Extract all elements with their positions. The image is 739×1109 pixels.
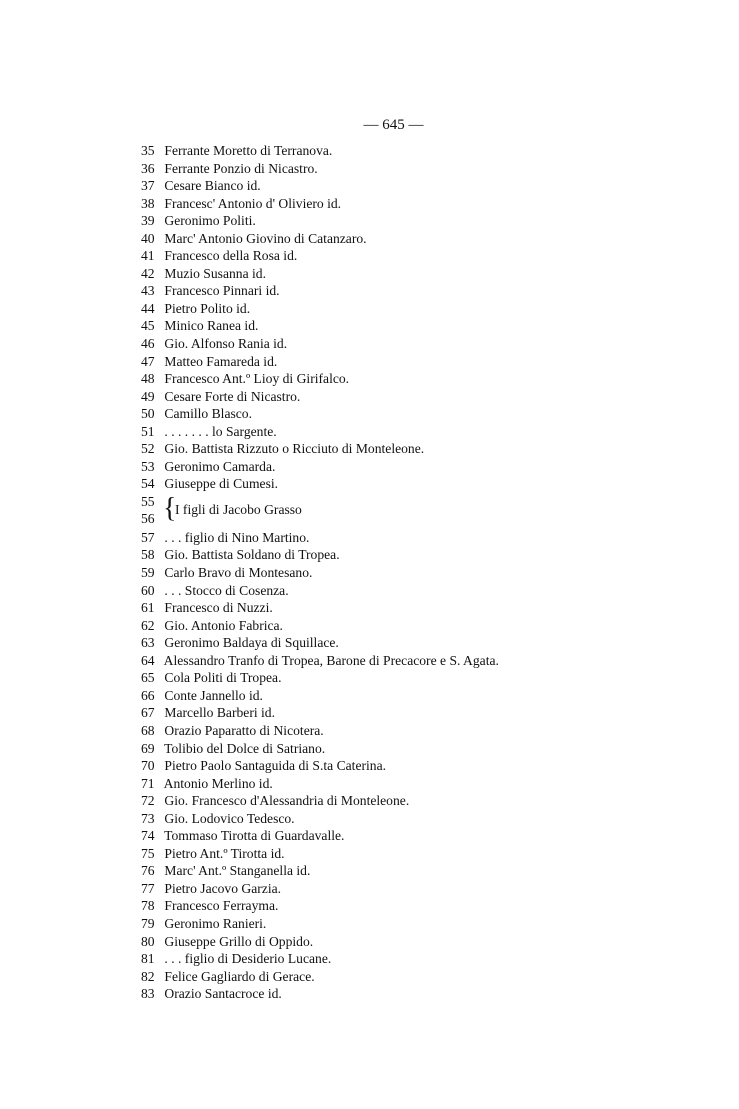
list-item [141, 440, 719, 458]
list-item [141, 265, 719, 283]
list-item [141, 933, 719, 951]
list-item [141, 704, 719, 722]
entry-number: 59 [141, 565, 155, 581]
list-section-b [141, 529, 719, 1003]
list-item [141, 845, 719, 863]
list-item [141, 300, 719, 318]
entry-number: 77 [141, 880, 155, 896]
list-item [141, 792, 719, 810]
entry-number: 68 [141, 722, 155, 738]
brace-entry [141, 494, 719, 529]
entry-number: 81 [141, 951, 155, 967]
page-number: — 645 — [363, 117, 424, 133]
entry-number: 49 [141, 388, 155, 404]
entry-text: . . . . . . . lo Sargente. [164, 423, 277, 439]
entry-number: 51 [141, 423, 155, 439]
brace-glyph: { [163, 492, 177, 524]
entry-text: Gio. Battista Soldano di Tropea. [164, 547, 340, 563]
entry-text: Francesco di Nuzzi. [164, 600, 273, 616]
entry-number: 61 [141, 600, 155, 616]
entry-number: 70 [141, 758, 155, 774]
entry-text: Minico Ranea id. [164, 318, 259, 334]
entry-text: I figli di Jacobo Grasso [175, 501, 302, 517]
entry-number: 53 [141, 458, 155, 474]
entry-text: Gio. Francesco d'Alessandria di Monteleone. [164, 793, 410, 809]
entry-number: 71 [141, 775, 155, 791]
entry-text: Francesco Pinnari id. [164, 283, 280, 299]
entry-text: . . . figlio di Nino Martino. [164, 529, 310, 545]
entry-text: Cesare Forte di Nicastro. [164, 388, 301, 404]
entry-text: Geronimo Camarda. [164, 458, 276, 474]
entry-number: 62 [141, 617, 155, 633]
entry-number: 42 [141, 265, 155, 281]
list-item [141, 405, 719, 423]
entry-number: 58 [141, 547, 155, 563]
entry-number: 52 [141, 441, 155, 457]
entry-text: Conte Jannello id. [164, 687, 263, 703]
entry-text: Cesare Bianco id. [164, 178, 261, 194]
entry-text: . . . Stocco di Cosenza. [164, 582, 289, 598]
entry-text: Matteo Famareda id. [164, 353, 278, 369]
entry-text: Gio. Battista Rizzuto o Ricciuto di Monteleone. [164, 441, 425, 457]
list-item [141, 634, 719, 652]
list-item [141, 458, 719, 476]
entry-number: 60 [141, 582, 155, 598]
list-item [141, 335, 719, 353]
list-item [141, 475, 719, 493]
list-item [141, 353, 719, 371]
list-item [141, 599, 719, 617]
entry-text: Geronimo Politi. [164, 213, 256, 229]
list-item [141, 985, 719, 1003]
entry-text: Marc' Antonio Giovino di Catanzaro. [164, 230, 367, 246]
entry-number: 80 [141, 933, 155, 949]
entry-text: . . . figlio di Desiderio Lucane. [164, 951, 332, 967]
entry-text: Felice Gagliardo di Gerace. [164, 968, 315, 984]
list-item [141, 880, 719, 898]
list-section-a [141, 142, 719, 493]
entry-text: Gio. Antonio Fabrica. [164, 617, 283, 633]
entry-text: Francesco della Rosa id. [164, 248, 298, 264]
list-item [141, 722, 719, 740]
entry-number: 78 [141, 898, 155, 914]
entry-number: 69 [141, 740, 155, 756]
entry-number: 36 [141, 160, 155, 176]
entry-number: 48 [141, 371, 155, 387]
entry-number: 37 [141, 178, 155, 194]
list-item [141, 212, 719, 230]
entry-number: 67 [141, 705, 155, 721]
entry-text: Marc' Ant.º Stanganella id. [164, 863, 311, 879]
entry-text: Ferrante Moretto di Terranova. [164, 143, 333, 158]
list-item [141, 775, 719, 793]
list-item [141, 687, 719, 705]
entry-number: 54 [141, 476, 155, 492]
entry-text: Geronimo Baldaya di Squillace. [164, 635, 339, 651]
entry-text: Tommaso Tirotta di Guardavalle. [164, 828, 345, 844]
entry-text: Pietro Ant.º Tirotta id. [164, 845, 285, 861]
entry-number: 56 [141, 510, 155, 526]
entry-number: 66 [141, 687, 155, 703]
list-item [141, 317, 719, 335]
entry-number: 35 [141, 143, 155, 158]
list-item [141, 968, 719, 986]
entry-number: 65 [141, 670, 155, 686]
list-item [141, 423, 719, 441]
list-item [141, 160, 719, 178]
entry-number: 72 [141, 793, 155, 809]
list-item [141, 230, 719, 248]
entry-number: 82 [141, 968, 155, 984]
entry-text: Tolibio del Dolce di Satriano. [164, 740, 326, 756]
list-item [141, 617, 719, 635]
entry-text: Pietro Paolo Santaguida di S.ta Caterina. [164, 758, 387, 774]
entry-text: Alessandro Tranfo di Tropea, Barone di Precacore e S. Agata. [163, 652, 499, 668]
list-item [141, 564, 719, 582]
entry-text: Francesc' Antonio d' Oliviero id. [164, 195, 342, 211]
list-item [141, 195, 719, 213]
name-list [141, 142, 719, 1003]
entry-number: 47 [141, 353, 155, 369]
entry-number: 45 [141, 318, 155, 334]
entry-number: 57 [141, 529, 155, 545]
entry-text: Gio. Alfonso Rania id. [164, 336, 288, 352]
entry-text: Francesco Ant.º Lioy di Girifalco. [164, 371, 350, 387]
entry-number: 73 [141, 810, 155, 826]
entry-number: 41 [141, 248, 155, 264]
entry-number: 83 [141, 986, 155, 1002]
list-item [141, 827, 719, 845]
entry-text: Carlo Bravo di Montesano. [164, 565, 313, 581]
list-item [141, 757, 719, 775]
list-item [141, 546, 719, 564]
entry-text: Muzio Susanna id. [164, 265, 266, 281]
entry-number: 46 [141, 336, 155, 352]
entry-number: 50 [141, 406, 155, 422]
entry-number: 64 [141, 652, 155, 668]
list-item [141, 897, 719, 915]
entry-text: Giuseppe di Cumesi. [164, 476, 279, 492]
entry-text: Orazio Santacroce id. [164, 986, 282, 1002]
entry-text: Pietro Polito id. [164, 300, 251, 316]
entry-number: 76 [141, 863, 155, 879]
list-item [141, 247, 719, 265]
list-item [141, 950, 719, 968]
list-item [141, 915, 719, 933]
entry-number: 43 [141, 283, 155, 299]
list-item [141, 177, 719, 195]
entry-number: 63 [141, 635, 155, 651]
entry-number: 75 [141, 845, 155, 861]
entry-text: Marcello Barberi id. [164, 705, 276, 721]
list-item [141, 282, 719, 300]
list-item [141, 388, 719, 406]
entry-number: 40 [141, 230, 155, 246]
entry-number: 44 [141, 300, 155, 316]
entry-text: Giuseppe Grillo di Oppido. [164, 933, 314, 949]
entry-text: Ferrante Ponzio di Nicastro. [164, 160, 318, 176]
list-item [141, 740, 719, 758]
entry-number: 39 [141, 213, 155, 229]
list-item [141, 652, 719, 670]
list-item [141, 142, 719, 160]
entry-number: 38 [141, 195, 155, 211]
list-item [141, 810, 719, 828]
entry-text: Antonio Merlino id. [163, 775, 273, 791]
list-item [141, 582, 719, 600]
list-item [141, 529, 719, 547]
list-item [141, 669, 719, 687]
entry-number: 79 [141, 915, 155, 931]
entry-text: Pietro Jacovo Garzia. [164, 880, 282, 896]
entry-text: Gio. Lodovico Tedesco. [164, 810, 295, 826]
entry-text: Francesco Ferrayma. [164, 898, 279, 914]
list-item [141, 862, 719, 880]
entry-number: 74 [141, 828, 155, 844]
entry-text: Cola Politi di Tropea. [164, 670, 282, 686]
list-item [141, 370, 719, 388]
entry-text: Orazio Paparatto di Nicotera. [164, 722, 324, 738]
entry-number: 55 [141, 493, 155, 509]
entry-text: Geronimo Ranieri. [164, 915, 267, 931]
entry-text: Camillo Blasco. [164, 406, 253, 422]
